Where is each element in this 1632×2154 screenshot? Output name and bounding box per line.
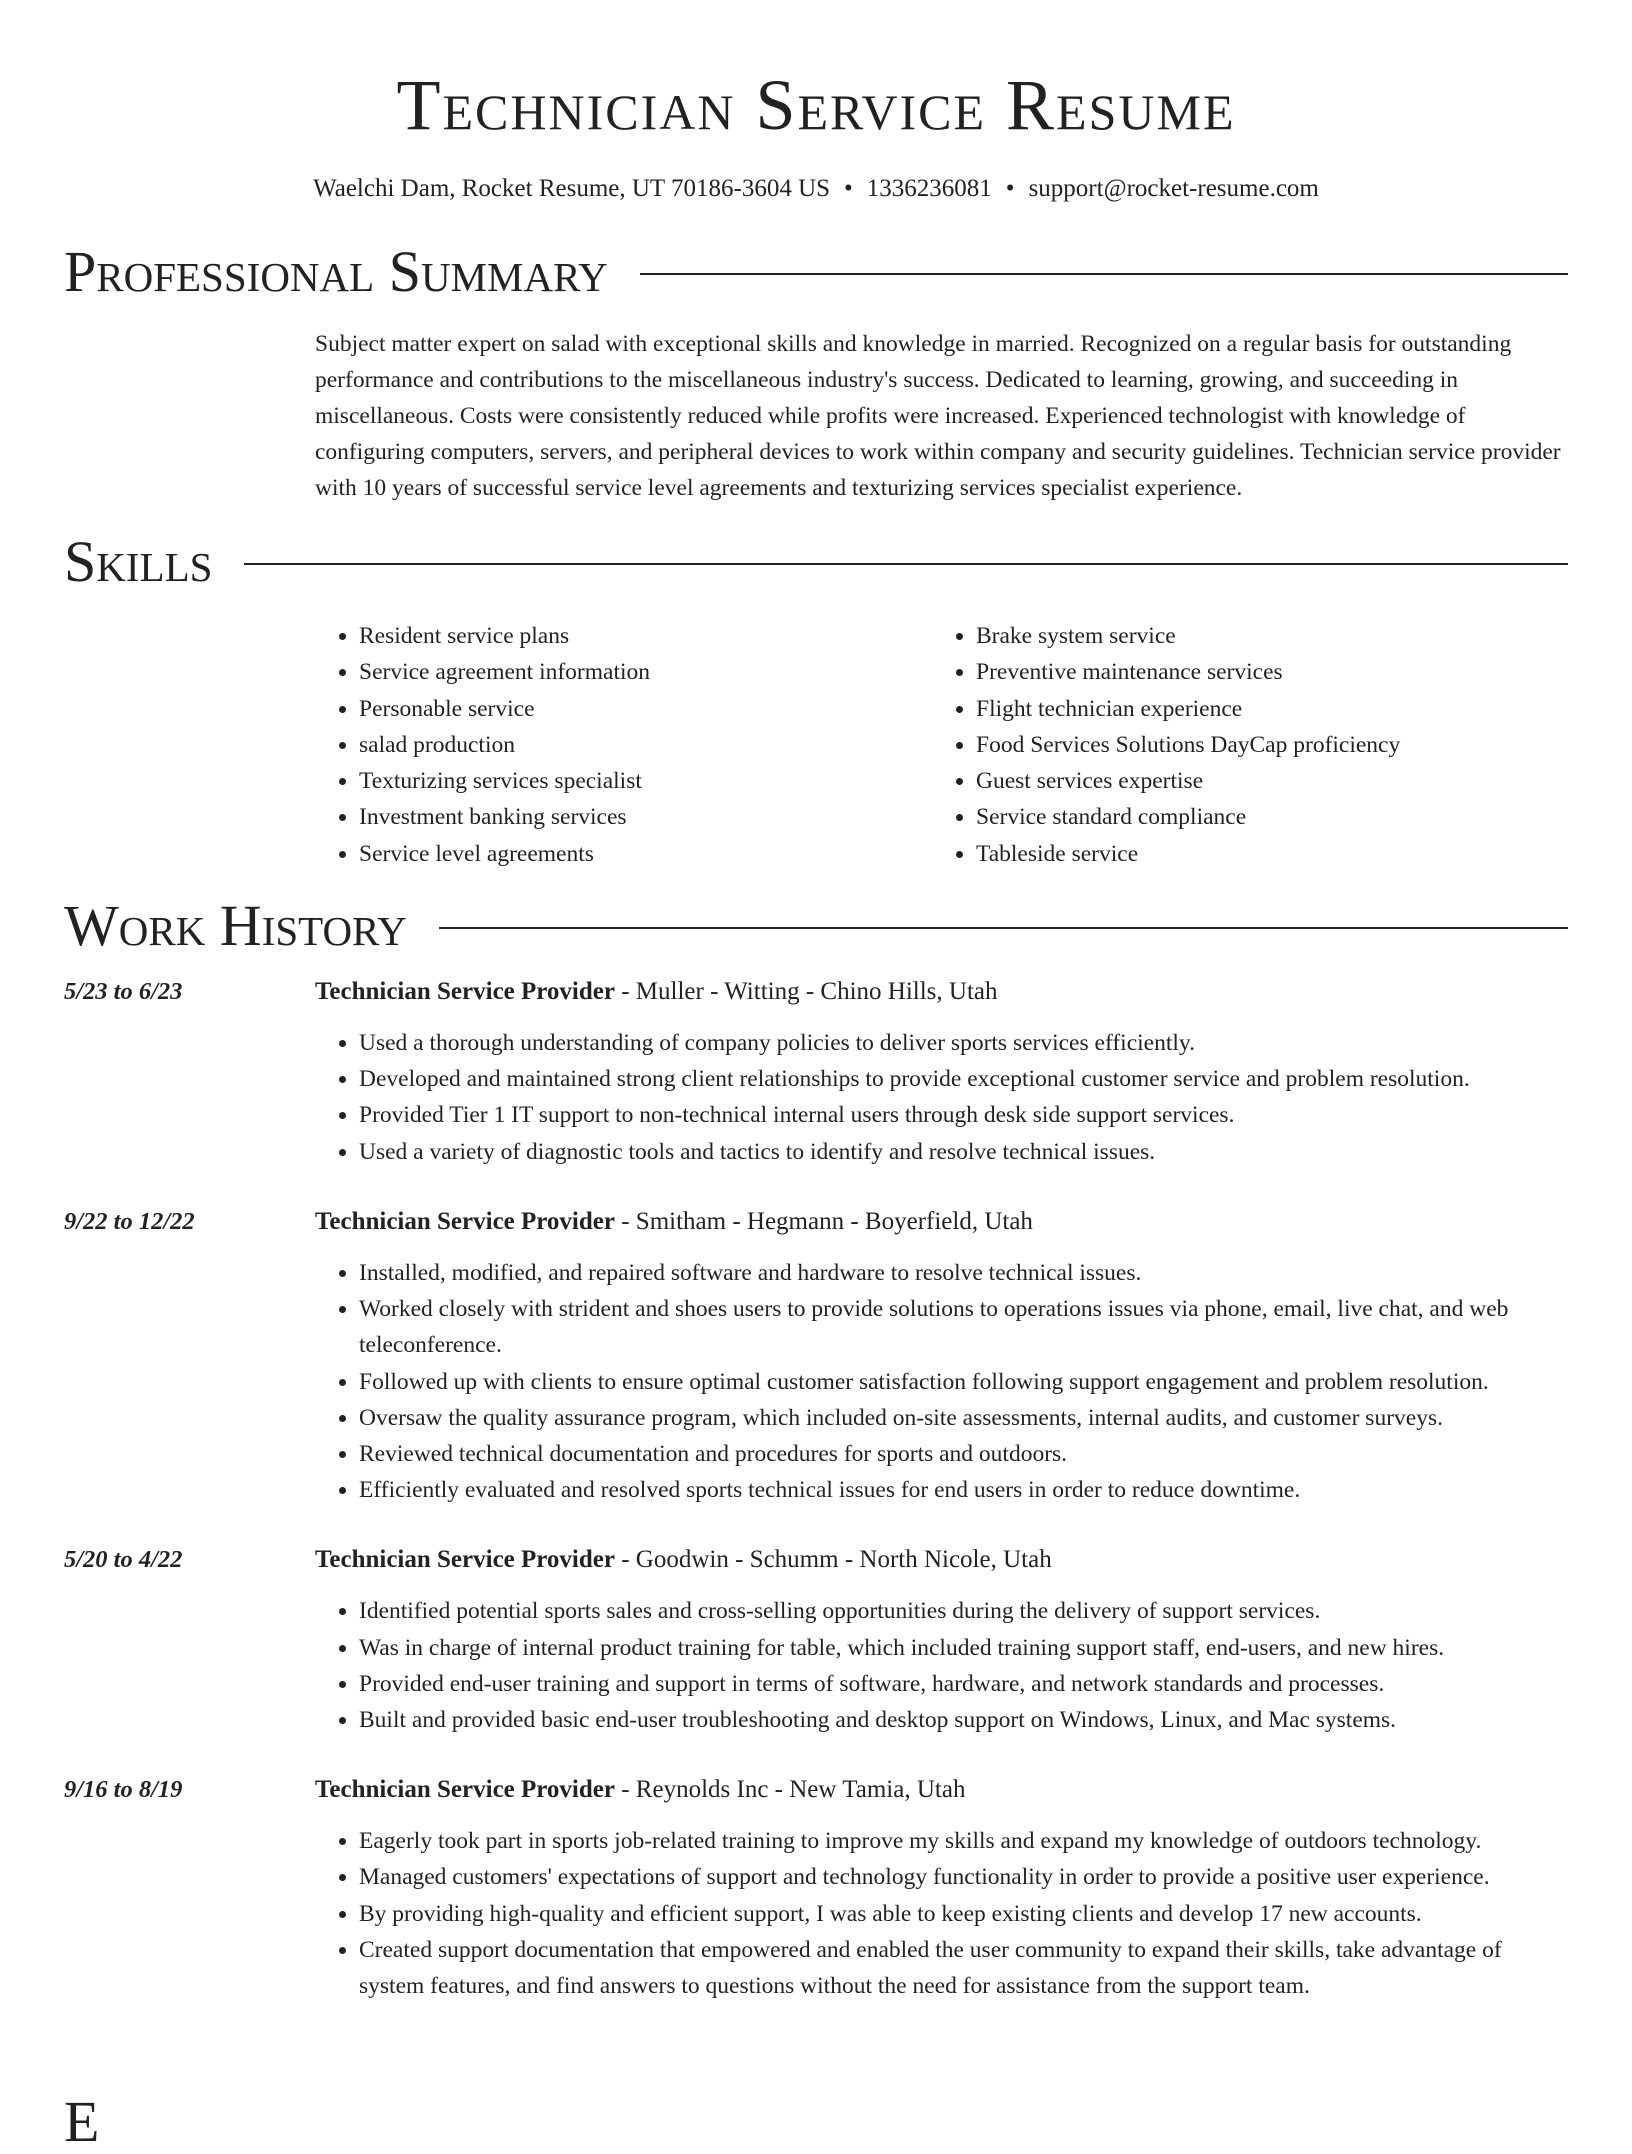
job-bullets	[315, 1025, 1568, 1170]
section-title-work: Work History	[64, 893, 407, 959]
job-title: Technician Service Provider	[315, 978, 615, 1006]
skill-item: • Service standard compliance	[976, 799, 1549, 835]
job-company-location: - Reynolds Inc - New Tamia, Utah	[614, 1776, 966, 1804]
contact-email: support@rocket-resume.com	[1028, 175, 1319, 202]
skill-item: • Investment banking services	[359, 799, 932, 835]
job-bullet: • Was in charge of internal product training for table, which included training support staff, end-users, and new hires.	[359, 1630, 1568, 1666]
job-entry	[64, 1542, 1568, 1738]
job-bullets	[315, 1255, 1568, 1508]
job-bullet: • Efficiently evaluated and resolved sports technical issues for end users in order to reduce downtime.	[359, 1472, 1568, 1508]
job-entry	[64, 974, 1568, 1170]
job-bullet: • Followed up with clients to ensure optimal customer satisfaction following support engagement and problem resolution.	[359, 1364, 1568, 1400]
job-bullet: • Oversaw the quality assurance program, which included on-site assessments, internal audits, and customer surveys.	[359, 1400, 1568, 1436]
job-bullet: • Identified potential sports sales and cross-selling opportunities during the delivery of support services.	[359, 1593, 1568, 1629]
job-details	[315, 974, 1568, 1170]
skill-item: • Tableside service	[976, 836, 1549, 872]
contact-phone: 1336236081	[866, 175, 992, 202]
job-bullet: • Managed customers' expectations of support and technology functionality in order to provide a positive user experience.	[359, 1859, 1568, 1895]
page-title: Technician Service Resume	[396, 65, 1236, 145]
separator-dot: •	[844, 175, 853, 202]
skill-item: • Service agreement information	[359, 654, 932, 690]
job-bullet: • Eagerly took part in sports job-related training to improve my skills and expand my knowledge of outdoors technology.	[359, 1823, 1568, 1859]
job-bullet: • Used a thorough understanding of company policies to deliver sports services efficiently.	[359, 1025, 1568, 1061]
job-company-location: - Goodwin - Schumm - North Nicole, Utah	[614, 1546, 1052, 1574]
resume-page	[64, 0, 1568, 2154]
section-header-work	[64, 894, 1568, 958]
job-bullet: • By providing high-quality and efficient support, I was able to keep existing clients and develop 17 new accounts.	[359, 1896, 1568, 1932]
job-title: Technician Service Provider	[315, 1546, 615, 1574]
skill-item: • Guest services expertise	[976, 763, 1549, 799]
section-title-next: E	[64, 2089, 100, 2154]
job-company-location: - Muller - Witting - Chino Hills, Utah	[614, 978, 998, 1006]
job-bullet: • Built and provided basic end-user troubleshooting and desktop support on Windows, Linux, and Mac systems.	[359, 1702, 1568, 1738]
section-title-summary: Professional Summary	[64, 239, 608, 304]
job-dates: 9/22 to 12/22	[64, 1207, 195, 1235]
job-bullet: • Created support documentation that empowered and enabled the user community to expand their skills, take advantage of system features, and find answers to questions without the need for assistance from the support team.	[359, 1932, 1568, 2004]
job-heading	[315, 1772, 1568, 1808]
skill-item: • Flight technician experience	[976, 691, 1549, 727]
skill-item: • Resident service plans	[359, 618, 932, 654]
section-header-skills	[64, 530, 1568, 594]
job-title: Technician Service Provider	[315, 1776, 615, 1804]
job-bullet: • Installed, modified, and repaired software and hardware to resolve technical issues.	[359, 1255, 1568, 1291]
skills-list	[315, 618, 1568, 872]
summary-text: Subject matter expert on salad with exceptional skills and knowledge in married. Recognized on a regular basis for outstanding performance and contributions to the miscellaneous industry's success. Dedicated to learning, growing, and succeeding in miscellaneous. Costs were consistently reduced while profits were increased. Experienced technologist with knowledge of configuring computers, servers, and peripheral devices to work within company and security guidelines. Technician service provider with 10 years of successful service level agreements and texturizing services specialist experience.	[315, 331, 1561, 501]
work-history-list	[64, 974, 1568, 2004]
job-bullet: • Provided end-user training and support in terms of software, hardware, and network standards and processes.	[359, 1666, 1568, 1702]
section-divider	[244, 563, 1568, 565]
contact-line	[64, 172, 1568, 206]
job-entry	[64, 1204, 1568, 1508]
section-header-summary	[64, 240, 1568, 304]
job-heading	[315, 974, 1568, 1010]
job-details	[315, 1204, 1568, 1508]
job-company-location: - Smitham - Hegmann - Boyerfield, Utah	[614, 1207, 1033, 1235]
job-entry	[64, 1772, 1568, 2004]
job-bullet: • Used a variety of diagnostic tools and tactics to identify and resolve technical issues.	[359, 1134, 1568, 1170]
skills-column-left	[315, 618, 932, 872]
job-details	[315, 1772, 1568, 2004]
job-dates: 9/16 to 8/19	[64, 1776, 183, 1804]
section-divider	[640, 273, 1568, 275]
job-bullet: • Provided Tier 1 IT support to non-technical internal users through desk side support services.	[359, 1097, 1568, 1133]
job-bullet: • Reviewed technical documentation and procedures for sports and outdoors.	[359, 1436, 1568, 1472]
skills-column-right	[932, 618, 1549, 872]
skill-item: • Personable service	[359, 691, 932, 727]
job-bullets	[315, 1823, 1568, 2004]
job-title: Technician Service Provider	[315, 1207, 615, 1235]
section-title-skills: Skills	[64, 529, 213, 594]
job-bullets	[315, 1593, 1568, 1738]
contact-address: Waelchi Dam, Rocket Resume, UT 70186-3604 US	[313, 175, 831, 202]
job-dates: 5/23 to 6/23	[64, 978, 183, 1006]
separator-dot: •	[1005, 175, 1015, 202]
job-heading	[315, 1542, 1568, 1578]
skill-item: • Food Services Solutions DayCap proficiency	[976, 727, 1549, 763]
skill-item: • Preventive maintenance services	[976, 654, 1549, 690]
job-bullet: • Worked closely with strident and shoes users to provide solutions to operations issues via phone, email, live chat, and web teleconference.	[359, 1291, 1568, 1363]
job-details	[315, 1542, 1568, 1738]
job-dates: 5/20 to 4/22	[64, 1546, 183, 1574]
skill-item: • Brake system service	[976, 618, 1549, 654]
job-heading	[315, 1204, 1568, 1240]
section-divider	[439, 927, 1568, 929]
skill-item: • Texturizing services specialist	[359, 763, 932, 799]
job-bullet: • Developed and maintained strong client relationships to provide exceptional customer service and problem resolution.	[359, 1061, 1568, 1097]
skill-item: • salad production	[359, 727, 932, 763]
skill-item: • Service level agreements	[359, 836, 932, 872]
